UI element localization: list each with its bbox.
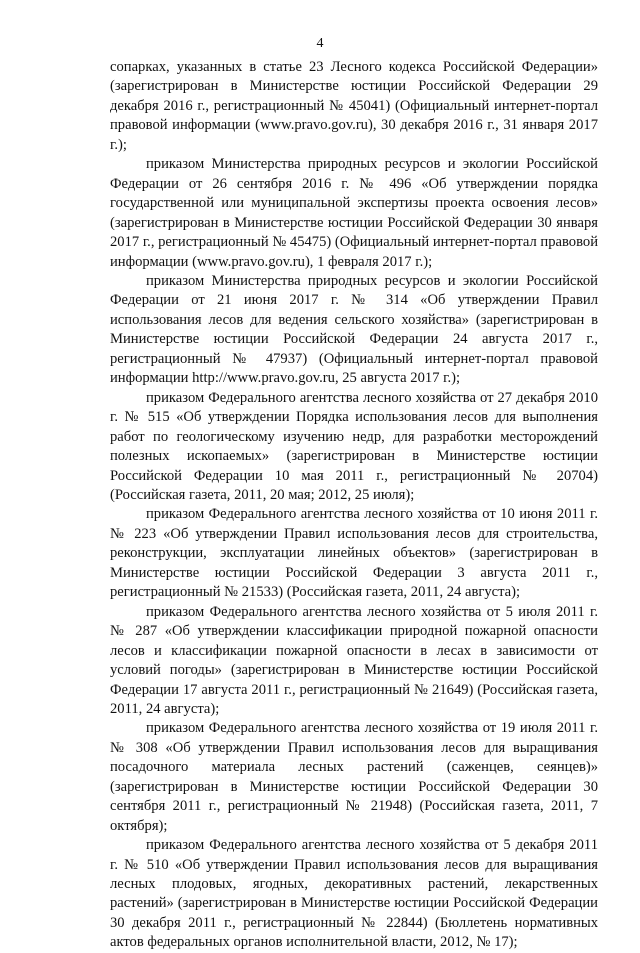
paragraph-continuation: сопарках, указанных в статье 23 Лесного кодекса Российской Федерации» (зарегистрирован в Министерстве юстиции Российской Федерации 29 декабря 2016 г., регистрационный № 45041) (Официальный интернет-портал правовой информации (www.pravo.gov.ru), 30 декабря 2016 г., 31 января 2017 г.); [110, 59, 598, 153]
paragraph-order-510: приказом Федерального агентства лесного хозяйства от 5 декабря 2011 г. № 510 «Об утверждении Правил использования лесов для выращивания лесных плодовых, ягодных, декоративных растений, лекарственных растений» (зарегистрирован в Министерстве юстиции Российской Федерации 30 декабря 2011 г., регистрационный № 22844) (Бюллетень нормативных актов федеральных органов исполнительной власти, 2012, № 17); [110, 837, 598, 951]
paragraph-order-223: приказом Федерального агентства лесного хозяйства от 10 июня 2011 г. № 223 «Об утверждении Правил использования лесов для строительства, реконструкции, эксплуатации линейных объектов» (зарегистрирован в Министерстве юстиции Российской Федерации 3 августа 2011 г., регистрационный № 21533) (Российская газета, 2011, 24 августа); [110, 506, 598, 601]
paragraph-order-314: приказом Министерства природных ресурсов и экологии Российской Федерации от 21 июня 2017 г. № 314 «Об утверждении Правил использования лесов для ведения сельского хозяйства» (зарегистрирован в Министерстве юстиции Российской Федерации 24 августа 2017 г., регистрационный № 47937) (Официальный интернет-портал правовой информации http://www.pravo.gov.ru, 25 августа 2017 г.); [110, 272, 598, 387]
page-number: 4 [316, 36, 324, 51]
document-body [110, 58, 598, 953]
paragraph-order-308: приказом Федерального агентства лесного хозяйства от 19 июля 2011 г. № 308 «Об утверждении Правил использования лесов для выращивания посадочного материала лесных растений (саженцев, сеянцев)» (зарегистрирован в Министерстве юстиции Российской Федерации 30 сентября 2011 г., регистрационный № 21948) (Российская газета, 2011, 7 октября); [110, 720, 598, 834]
paragraph-order-287: приказом Федерального агентства лесного хозяйства от 5 июля 2011 г. № 287 «Об утверждении классификации природной пожарной опасности лесов и классификации пожарной опасности в лесах в зависимости от условий погоды» (зарегистрирован в Министерстве юстиции Российской Федерации 17 августа 2011 г., регистрационный № 21649) (Российская газета, 2011, 24 августа); [110, 603, 598, 717]
paragraph-order-496: приказом Министерства природных ресурсов и экологии Российской Федерации от 26 сентября 2016 г. № 496 «Об утверждении порядка государственной или муниципальной экспертизы проекта освоения лесов» (зарегистрирован в Министерстве юстиции Российской Федерации 30 января 2017 г., регистрационный № 45475) (Официальный интернет-портал правовой информации (www.pravo.gov.ru), 1 февраля 2017 г.); [110, 156, 598, 270]
paragraph-order-515: приказом Федерального агентства лесного хозяйства от 27 декабря 2010 г. № 515 «Об утверждении Порядка использования лесов для выполнения работ по геологическому изучению недр, для разработки месторождений полезных ископаемых» (зарегистрирован в Министерстве юстиции Российской Федерации 10 мая 2011 г., регистрационный № 20704) (Российская газета, 2011, 20 мая; 2012, 25 июля); [110, 389, 598, 503]
